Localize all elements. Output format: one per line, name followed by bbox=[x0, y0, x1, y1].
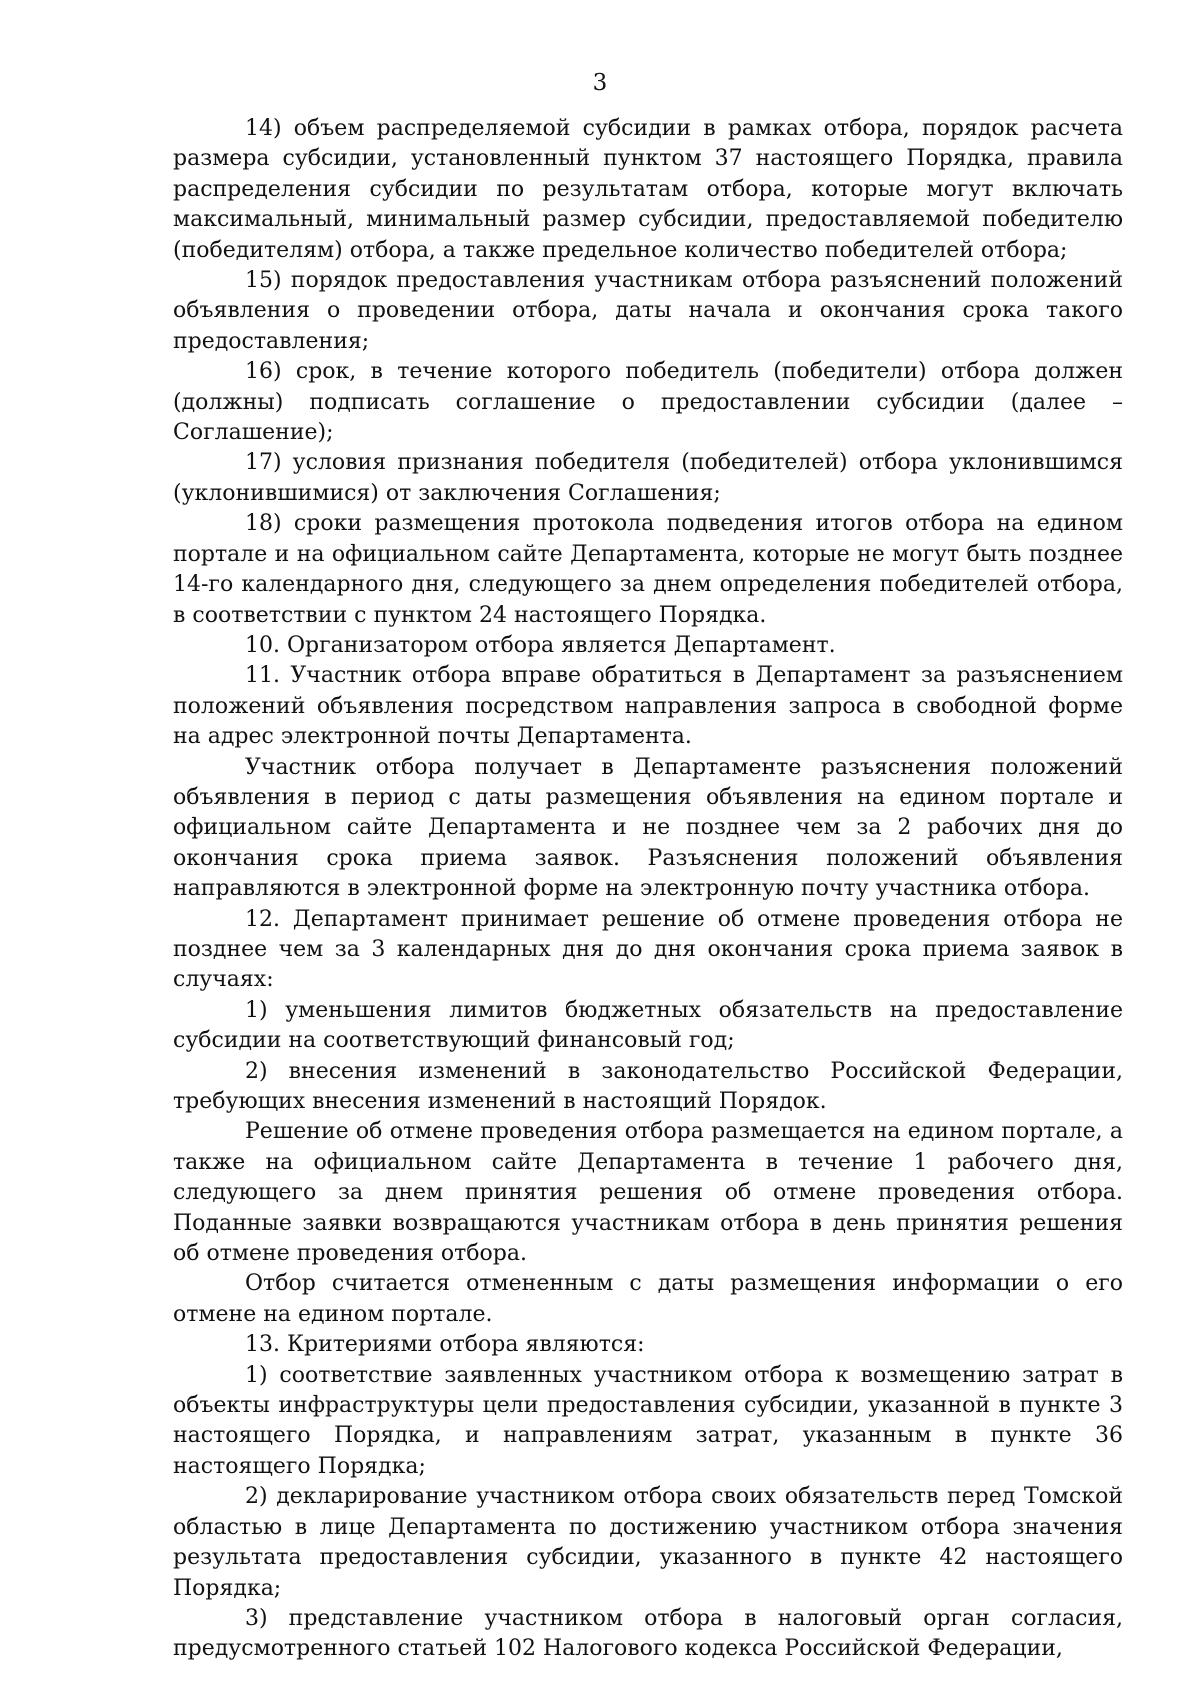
paragraph-clause-13-item-3: 3) представление участником отбора в налоговый орган согласия, предусмотренного статьей 102 Налогового кодекса Российской Федерации, bbox=[173, 1605, 1123, 1662]
paragraph-clause-11: 11. Участник отбора вправе обратиться в Департамент за разъяснением положений объявления посредством направления запроса в свободной форме на адрес электронной почты Департамента. bbox=[173, 663, 1123, 750]
page-number: 3 bbox=[592, 70, 608, 96]
paragraph-item-15: 15) порядок предоставления участникам отбора разъяснений положений объявления о проведении отбора, даты начала и окончания срока такого предоставления; bbox=[173, 268, 1123, 354]
paragraph-clause-12-item-2: 2) внесения изменений в законодательство Российской Федерации, требующих внесения изменений в настоящий Порядок. bbox=[173, 1058, 1123, 1114]
paragraph-item-14: 14) объем распределяемой субсидии в рамках отбора, порядок расчета размера субсидии, установленный пунктом 37 настоящего Порядка, правила распределения субсидии по результатам отбора, которые могут включать максимальный, минимальный размер субсидии, предоставляемой победителю (победителям) отбора, а также предельное количество победителей отбора; bbox=[173, 116, 1123, 263]
paragraph-clause-13: 13. Критериями отбора являются: bbox=[245, 1332, 645, 1358]
document-body bbox=[173, 114, 1123, 1665]
paragraph-item-18: 18) сроки размещения протокола подведения итогов отбора на едином портале и на официальном сайте Департамента, которые не могут быть позднее 14-го календарного дня, следующего за днем определения победителей отбора, в соответствии с пунктом 24 настоящего Порядка. bbox=[173, 511, 1123, 628]
paragraph-item-16: 16) срок, в течение которого победитель (победители) отбора должен (должны) подписать соглашение о предоставлении субсидии (далее – Соглашение); bbox=[173, 359, 1123, 446]
paragraph-cancellation-effective: Отбор считается отмененным с даты размещения информации о его отмене на едином портале. bbox=[173, 1271, 1123, 1327]
paragraph-cancellation-decision: Решение об отмене проведения отбора размещается на едином портале, а также на официальном сайте Департамента в течение 1 рабочего дня, следующего за днем принятия решения об отмене проведения отбора. Поданные заявки возвращаются участникам отбора в день принятия решения об отмене проведения отбора. bbox=[173, 1119, 1123, 1267]
paragraph-item-17: 17) условия признания победителя (победителей) отбора уклонившимся (уклонившимися) от заключения Соглашения; bbox=[173, 450, 1123, 506]
paragraph-clause-12: 12. Департамент принимает решение об отмене проведения отбора не позднее чем за 3 календарных дня до дня окончания срока приема заявок в случаях: bbox=[173, 906, 1123, 993]
paragraph-clause-12-item-1: 1) уменьшения лимитов бюджетных обязательств на предоставление субсидии на соответствующий финансовый год; bbox=[173, 997, 1123, 1054]
paragraph-clause-13-item-1: 1) соответствие заявленных участником отбора к возмещению затрат в объекты инфраструктуры цели предоставления субсидии, указанной в пункте 3 настоящего Порядка, и направлениям затрат, указанным в пункте 36 настоящего Порядка; bbox=[173, 1362, 1123, 1479]
paragraph-clause-11-explanations: Участник отбора получает в Департаменте разъяснения положений объявления в период с даты размещения объявления на едином портале и официальном сайте Департамента и не позднее чем за 2 рабочих дня до окончания срока приема заявок. Разъяснения положений объявления направляются в электронной форме на электронную почту участника отбора. bbox=[173, 754, 1123, 902]
paragraph-clause-10: 10. Организатором отбора является Департамент. bbox=[245, 632, 836, 658]
paragraph-clause-13-item-2: 2) декларирование участником отбора своих обязательств перед Томской областью в лице Департамента по достижению участником отбора значения результата предоставления субсидии, указанного в пункте 42 настоящего Порядка; bbox=[173, 1484, 1123, 1601]
